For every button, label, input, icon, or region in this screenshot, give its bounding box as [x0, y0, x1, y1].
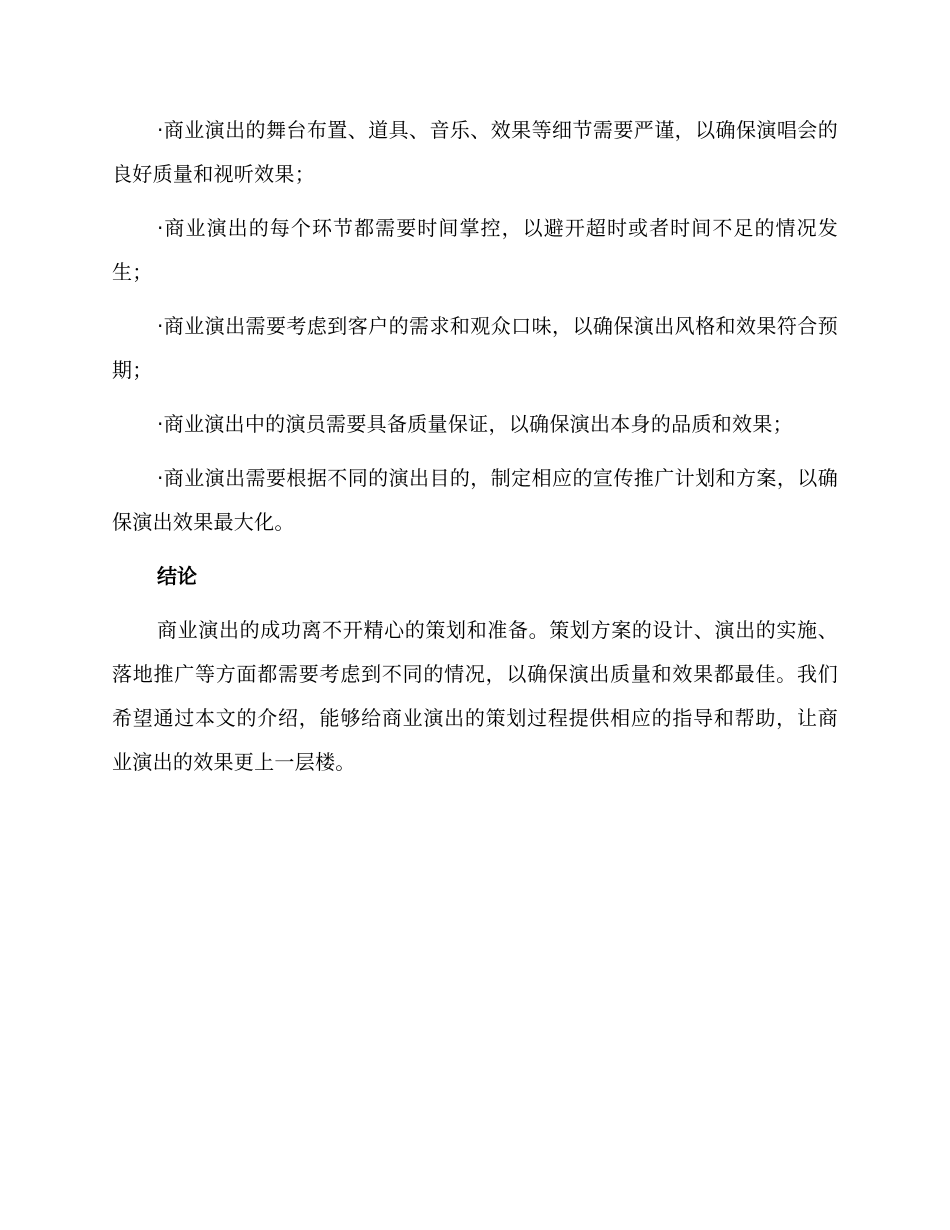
- bullet-item-time-control: ·商业演出的每个环节都需要时间掌控，以避开超时或者时间不足的情况发生；: [112, 216, 838, 284]
- bullet-item-promotion-plan: ·商业演出需要根据不同的演出目的，制定相应的宣传推广计划和方案，以确保演出效果最大化。: [112, 466, 838, 534]
- section-heading-conclusion: 结论: [157, 564, 197, 588]
- bullet-item-stage-details: ·商业演出的舞台布置、道具、音乐、效果等细节需要严谨，以确保演唱会的良好质量和视听效果；: [112, 118, 838, 186]
- bullet-item-audience-needs: ·商业演出需要考虑到客户的需求和观众口味，以确保演出风格和效果符合预期；: [112, 314, 838, 382]
- conclusion-paragraph: 商业演出的成功离不开精心的策划和准备。策划方案的设计、演出的实施、落地推广等方面都需要考虑到不同的情况，以确保演出质量和效果都最佳。我们希望通过本文的介绍，能够给商业演出的策划过程提供相应的指导和帮助，让商业演出的效果更上一层楼。: [112, 618, 838, 774]
- bullet-item-performer-quality: ·商业演出中的演员需要具备质量保证，以确保演出本身的品质和效果；: [157, 412, 793, 436]
